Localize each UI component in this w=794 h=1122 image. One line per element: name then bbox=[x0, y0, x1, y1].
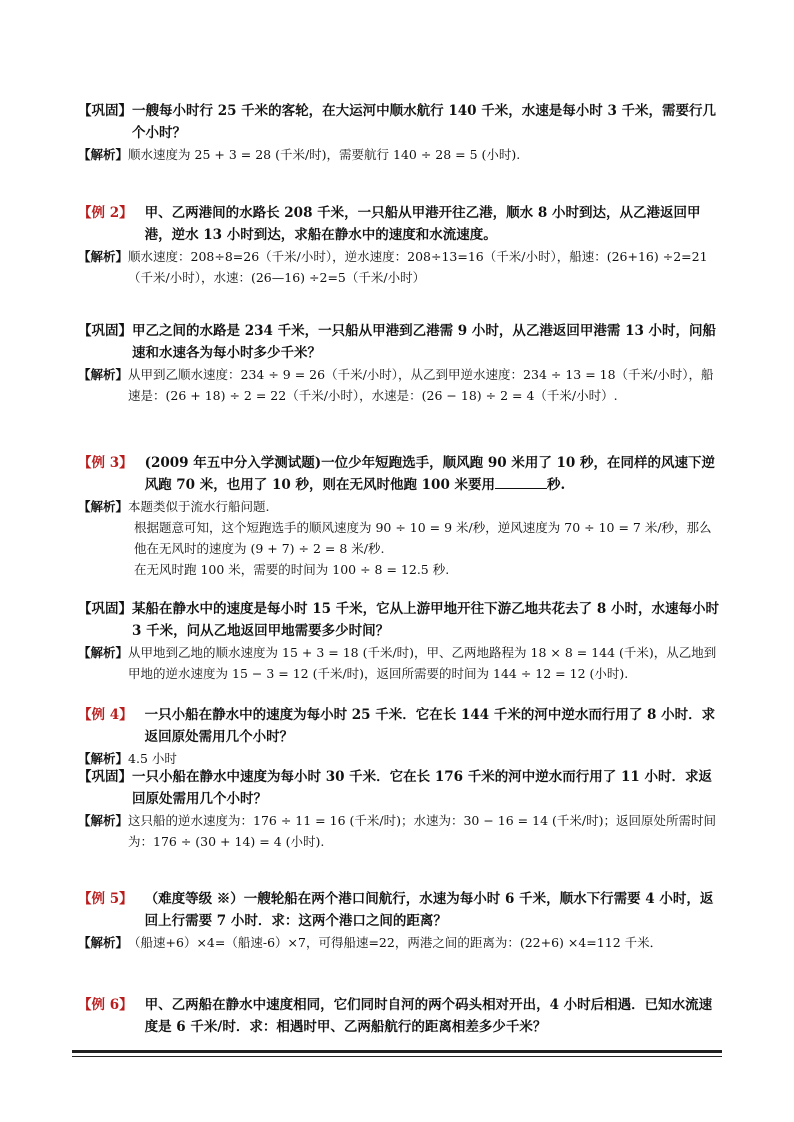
answer-row bbox=[78, 810, 723, 852]
analysis-label: 【解析】 bbox=[78, 367, 129, 382]
block-consolidate-1 bbox=[78, 100, 723, 165]
question-text: 甲、乙两港间的水路长 208 千米，一只船从甲港开往乙港，顺水 8 小时到达，从乙港返回甲港，逆水 13 小时到达，求船在静水中的速度和水流速度。 bbox=[144, 205, 701, 243]
answer-text-2: 根据题意可知，这个短跑选手的顺风速度为 90 ÷ 10 = 9 米/秒，逆风速度为 70 ÷ 10 = 7 米/秒，那么他在无风时的速度为 (9 + 7) ÷ 2 = 8 米/秒. bbox=[134, 520, 712, 556]
answer-text-1: 本题类似于流水行船问题. bbox=[128, 499, 270, 514]
block-example-4 bbox=[78, 704, 723, 769]
answer-row bbox=[78, 144, 723, 165]
answer-row bbox=[78, 364, 723, 406]
answer-row bbox=[78, 496, 723, 517]
answer-text: 4.5 小时 bbox=[128, 751, 177, 766]
question-row bbox=[78, 452, 723, 496]
answer-text: 从甲到乙顺水速度：234 ÷ 9 = 26（千米/小时），从乙到甲逆水速度：234 ÷ 13 = 18（千米/小时），船速是：(26 + 18) ÷ 2 = 22（千米/小时），水速是：(26 − 18) ÷ 2 = 4（千米/小时）. bbox=[128, 367, 714, 403]
example-label: 【例 2】 bbox=[78, 205, 133, 221]
question-text: 某船在静水中的速度是每小时 15 千米，它从上游甲地开往下游乙地共花去了 8 小时，水速每小时 3 千米，问从乙地返回甲地需要多少时间？ bbox=[132, 601, 719, 639]
block-consolidate-3 bbox=[78, 598, 723, 684]
question-row bbox=[78, 202, 723, 246]
block-consolidate-4 bbox=[78, 766, 723, 852]
example-label: 【例 5】 bbox=[78, 891, 133, 907]
footer-divider bbox=[72, 1050, 722, 1053]
answer-text: 从甲地到乙地的顺水速度为 15 + 3 = 18 (千米/时)，甲、乙两地路程为 18 × 8 = 144 (千米)，从乙地到甲地的逆水速度为 15 − 3 = 12 (千米/时)，返回所需要的时间为 144 ÷ 12 = 12 (小时). bbox=[128, 645, 717, 681]
answer-text: 顺水速度为 25 + 3 = 28 (千米/时)，需要航行 140 ÷ 28 = 5 (小时). bbox=[128, 147, 521, 162]
example-label: 【例 4】 bbox=[78, 707, 133, 723]
question-text: 一只小船在静水中的速度为每小时 25 千米．它在长 144 千米的河中逆水而行用了 8 小时．求返回原处需用几个小时？ bbox=[144, 707, 716, 745]
consolidate-label: 【巩固】 bbox=[78, 103, 132, 119]
question-text: （难度等级 ※）一艘轮船在两个港口间航行，水速为每小时 6 千米，顺水下行需要 4 小时，返回上行需要 7 小时．求：这两个港口之间的距离？ bbox=[144, 891, 714, 929]
footer-divider-thin bbox=[72, 1056, 722, 1057]
analysis-label: 【解析】 bbox=[78, 499, 129, 514]
analysis-label: 【解析】 bbox=[78, 935, 129, 950]
question-row bbox=[78, 100, 723, 144]
answer-row bbox=[78, 642, 723, 684]
question-row bbox=[78, 598, 723, 642]
consolidate-label: 【巩固】 bbox=[78, 323, 132, 339]
question-row bbox=[78, 888, 723, 932]
question-text: 一只小船在静水中速度为每小时 30 千米．它在长 176 千米的河中逆水而行用了 11 小时．求返回原处需用几个小时？ bbox=[132, 769, 712, 807]
question-text-part1: (2009 年五中分入学测试题)一位少年短跑选手，顺风跑 90 米用了 10 秒，在同样的风速下逆风跑 70 米，也用了 10 秒，则在无风时他跑 100 米要用 bbox=[144, 455, 716, 493]
block-example-6 bbox=[78, 994, 723, 1038]
answer-text: （船速+6）×4=（船速-6）×7，可得船速=22，两港之间的距离为：(22+6) ×4=112 千米． bbox=[128, 935, 663, 950]
analysis-label: 【解析】 bbox=[78, 249, 129, 264]
question-row bbox=[78, 994, 723, 1038]
block-consolidate-2 bbox=[78, 320, 723, 406]
analysis-label: 【解析】 bbox=[78, 645, 129, 660]
question-text: 一艘每小时行 25 千米的客轮，在大运河中顺水航行 140 千米，水速是每小时 3 千米，需要行几个小时？ bbox=[132, 103, 717, 141]
answer-continuation bbox=[78, 517, 723, 580]
example-label: 【例 3】 bbox=[78, 455, 133, 471]
question-row bbox=[78, 320, 723, 364]
question-text: 甲乙之间的水路是 234 千米，一只船从甲港到乙港需 9 小时，从乙港返回甲港需 13 小时，问船速和水速各为每小时多少千米？ bbox=[132, 323, 717, 361]
consolidate-label: 【巩固】 bbox=[78, 769, 132, 785]
answer-text: 顺水速度：208÷8=26（千米/小时），逆水速度：208÷13=16（千米/小时），船速：(26+16) ÷2=21（千米/小时），水速：(26—16) ÷2=5（千米/小时） bbox=[128, 249, 708, 285]
block-example-3 bbox=[78, 452, 723, 580]
analysis-label: 【解析】 bbox=[78, 751, 129, 766]
answer-text-3: 在无风时跑 100 米，需要的时间为 100 ÷ 8 = 12.5 秒. bbox=[134, 562, 450, 577]
analysis-label: 【解析】 bbox=[78, 147, 129, 162]
answer-row bbox=[78, 932, 723, 953]
question-text bbox=[145, 452, 723, 496]
question-row bbox=[78, 704, 723, 748]
answer-row bbox=[78, 246, 723, 288]
analysis-label: 【解析】 bbox=[78, 813, 129, 828]
block-example-2 bbox=[78, 202, 723, 288]
answer-blank bbox=[495, 474, 547, 489]
question-text-part2: 秒. bbox=[547, 477, 566, 493]
answer-text: 这只船的逆水速度为：176 ÷ 11 = 16 (千米/时)；水速为：30 − 16 = 14 (千米/时)；返回原处所需时间为：176 ÷ (30 + 14) = 4 (小时). bbox=[128, 813, 716, 849]
example-label: 【例 6】 bbox=[78, 997, 133, 1013]
question-row bbox=[78, 766, 723, 810]
question-text: 甲、乙两船在静水中速度相同，它们同时自河的两个码头相对开出，4 小时后相遇．已知水流速度是 6 千米/时．求：相遇时甲、乙两船航行的距离相差多少千米？ bbox=[144, 997, 713, 1035]
consolidate-label: 【巩固】 bbox=[78, 601, 132, 617]
block-example-5 bbox=[78, 888, 723, 953]
